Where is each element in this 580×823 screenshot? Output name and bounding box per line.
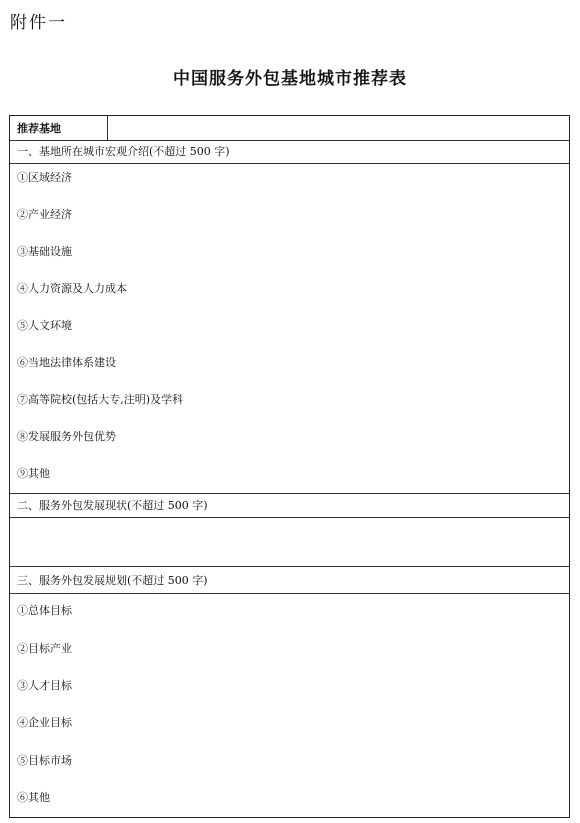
section1-item: ④人力资源及人力成本 [17,282,127,295]
section1-item: ⑦高等院校(包括大专,注明)及学科 [17,393,184,406]
section1-item: ③基础设施 [17,245,72,258]
divider [10,493,569,494]
divider [10,593,569,594]
divider [10,517,569,518]
divider [10,163,569,164]
section3-heading: 三、服务外包发展规划(不超过 500 字) [17,574,208,587]
base-label: 推荐基地 [17,122,61,135]
section2-heading: 二、服务外包发展现状(不超过 500 字) [17,499,208,512]
section1-item: ⑥当地法律体系建设 [17,356,116,369]
divider [10,140,569,141]
page-title: 中国服务外包基地城市推荐表 [173,69,407,89]
recommendation-form [9,115,570,818]
section1-item: ①区域经济 [17,171,72,184]
section3-item: ②目标产业 [17,642,72,655]
section1-item: ②产业经济 [17,208,72,221]
attachment-label: 附件一 [10,13,67,33]
section1-item: ⑨其他 [17,467,50,480]
section1-heading: 一、基地所在城市宏观介绍(不超过 500 字) [17,145,230,158]
section3-item: ③人才目标 [17,679,72,692]
divider [10,566,569,567]
section3-item: ①总体目标 [17,604,72,617]
section1-item: ⑧发展服务外包优势 [17,430,116,443]
section3-item: ④企业目标 [17,716,72,729]
section3-item: ⑤目标市场 [17,754,72,767]
section1-item: ⑤人文环境 [17,319,72,332]
base-divider [107,116,108,140]
section3-item: ⑥其他 [17,791,50,804]
